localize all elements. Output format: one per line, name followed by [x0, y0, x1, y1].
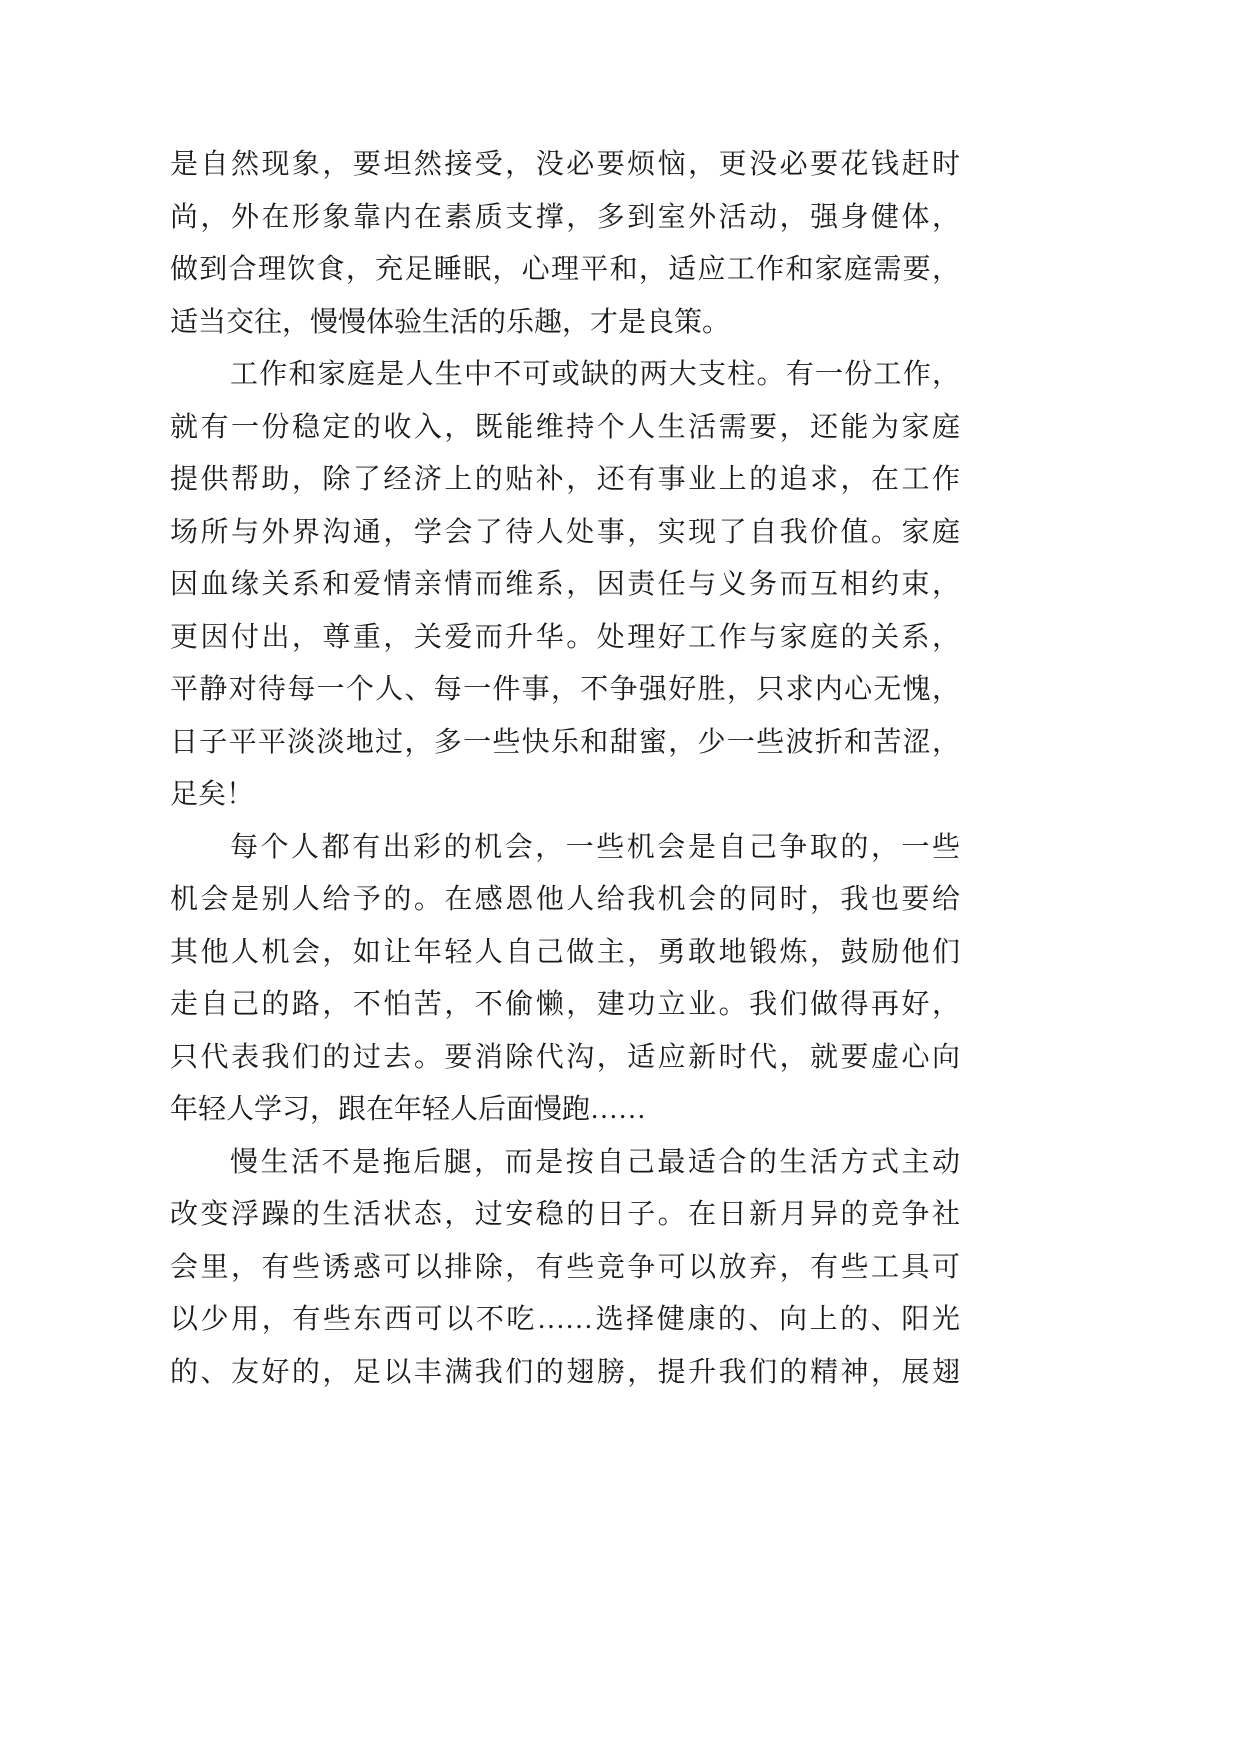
text-line: 每个人都有出彩的机会，一些机会是自己争取的，一些 [230, 831, 960, 863]
paragraph-3 [170, 822, 960, 1137]
text-line: 慢生活不是拖后腿，而是按自己最适合的生活方式主动 [230, 1146, 960, 1178]
text-line: 平静对待每一个人、每一件事，不争强好胜，只求内心无愧， [170, 674, 960, 705]
text-line: 提供帮助，除了经济上的贴补，还有事业上的追求，在工作 [170, 464, 960, 495]
text-line: 只代表我们的过去。要消除代沟，适应新时代，就要虚心向 [170, 1041, 960, 1073]
text-line: 场所与外界沟通，学会了待人处事，实现了自我价值。家庭 [170, 516, 960, 548]
text-line: 更因付出，尊重，关爱而升华。处理好工作与家庭的关系， [170, 621, 960, 653]
text-line: 工作和家庭是人生中不可或缺的两大支柱。有一份工作， [230, 359, 960, 390]
text-line: 就有一份稳定的收入，既能维持个人生活需要，还能为家庭 [170, 411, 960, 443]
text-line: 因血缘关系和爱情亲情而维系，因责任与义务而互相约束， [170, 569, 960, 600]
paragraph-4 [170, 1137, 960, 1400]
text-line: 其他人机会，如让年轻人自己做主，勇敢地锻炼，鼓励他们 [170, 936, 960, 968]
text-line: 是自然现象，要坦然接受，没必要烦恼，更没必要花钱赶时 [170, 149, 960, 180]
text-line: 改变浮躁的生活状态，过安稳的日子。在日新月异的竞争社 [170, 1199, 960, 1230]
text-line: 日子平平淡淡地过，多一些快乐和甜蜜，少一些波折和苦涩， [170, 726, 960, 758]
text-line: 尚，外在形象靠内在素质支撑，多到室外活动，强身健体， [170, 201, 960, 233]
text-line: 适当交往，慢慢体验生活的乐趣，才是良策。 [170, 306, 731, 338]
text-line: 年轻人学习，跟在年轻人后面慢跑…… [170, 1094, 647, 1125]
body-text [170, 139, 960, 1399]
paragraph-2 [170, 349, 960, 822]
paragraph-1 [170, 139, 960, 349]
text-line: 机会是别人给予的。在感恩他人给我机会的同时，我也要给 [170, 884, 960, 915]
text-line: 走自己的路，不怕苦，不偷懒，建功立业。我们做得再好， [170, 989, 960, 1020]
text-line: 做到合理饮食，充足睡眠，心理平和，适应工作和家庭需要， [170, 254, 960, 285]
text-line: 足矣！ [170, 779, 255, 810]
text-line: 以少用，有些东西可以不吃……选择健康的、向上的、阳光 [170, 1304, 960, 1335]
text-line: 的、友好的，足以丰满我们的翅膀，提升我们的精神，展翅 [170, 1356, 960, 1388]
text-line: 会里，有些诱惑可以排除，有些竞争可以放弃，有些工具可 [170, 1251, 960, 1283]
